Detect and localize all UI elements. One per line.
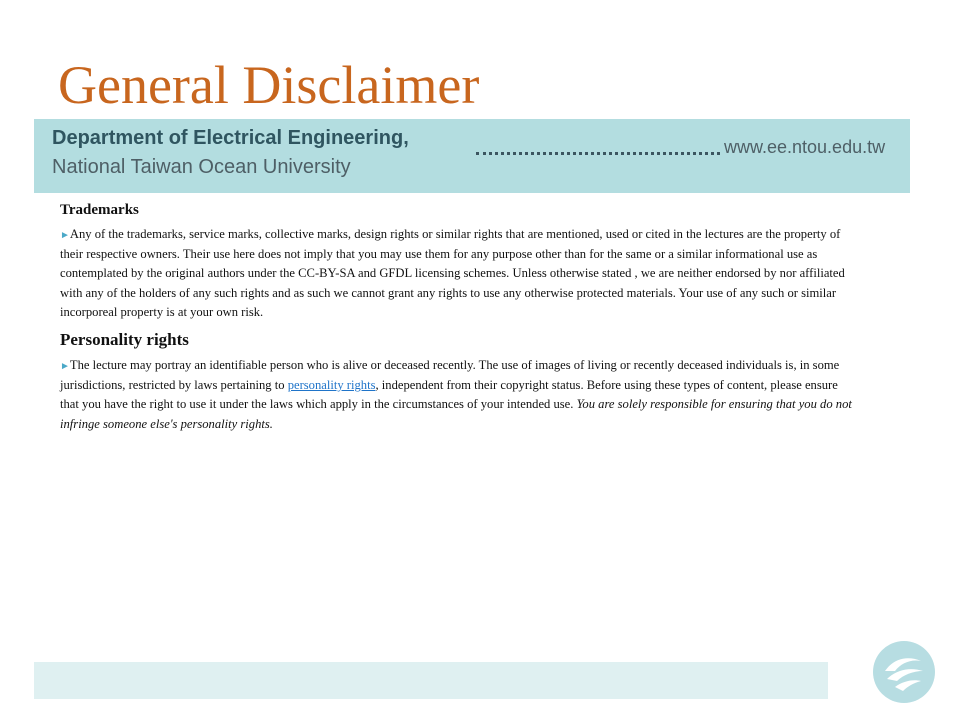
trademarks-heading: Trademarks [60,202,139,218]
trademarks-text: Any of the trademarks, service marks, collective marks, design rights or similar rights that are mentioned, used or cited in the lectures are the property of their respective owners. Their use here does not imply that you may use them for any purpose other than for the same or a similar informational use as contemplated by the original authors under the CC-BY-SA and GFDL licensing schemes. Unless otherwise stated , we are neither endorsed by nor affiliated with any of the holders of any such rights and as such we cannot grant any rights to use any otherwise protected materials. Your use of any such or similar incorporeal property is at your own risk. [60,227,845,319]
trademarks-paragraph [60,225,852,322]
personality-paragraph [60,356,852,434]
department-name: Department of Electrical Engineering, [52,127,409,149]
personality-italic-note: You are solely responsible for ensuring that you do not infringe someone else's personality rights. [60,397,852,431]
dotted-leader [476,140,720,155]
university-name: National Taiwan Ocean University [52,156,351,178]
bullet-icon: ► [60,230,70,241]
footer-band [34,662,828,699]
bullet-icon: ► [60,361,70,373]
wave-logo-icon [873,641,935,703]
personality-rights-link[interactable]: personality rights [287,378,376,393]
personality-rights-heading: Personality rights [60,330,189,350]
personality-text-part1: The lecture may portray an identifiable person who is alive or deceased recently. The use of images of living or recently deceased individuals is, in some jurisdictions, restricted by laws pertaining to [60,358,840,393]
slide-title: General Disclaimer [58,55,480,115]
disclaimer-content [60,202,852,434]
personality-text-part2: , independent from their copyright status. Before using these types of content, please ensure that you have the right to use it under the laws which apply in the circumstances of your intended use. [60,378,838,412]
website-url: www.ee.ntou.edu.tw [724,137,886,157]
